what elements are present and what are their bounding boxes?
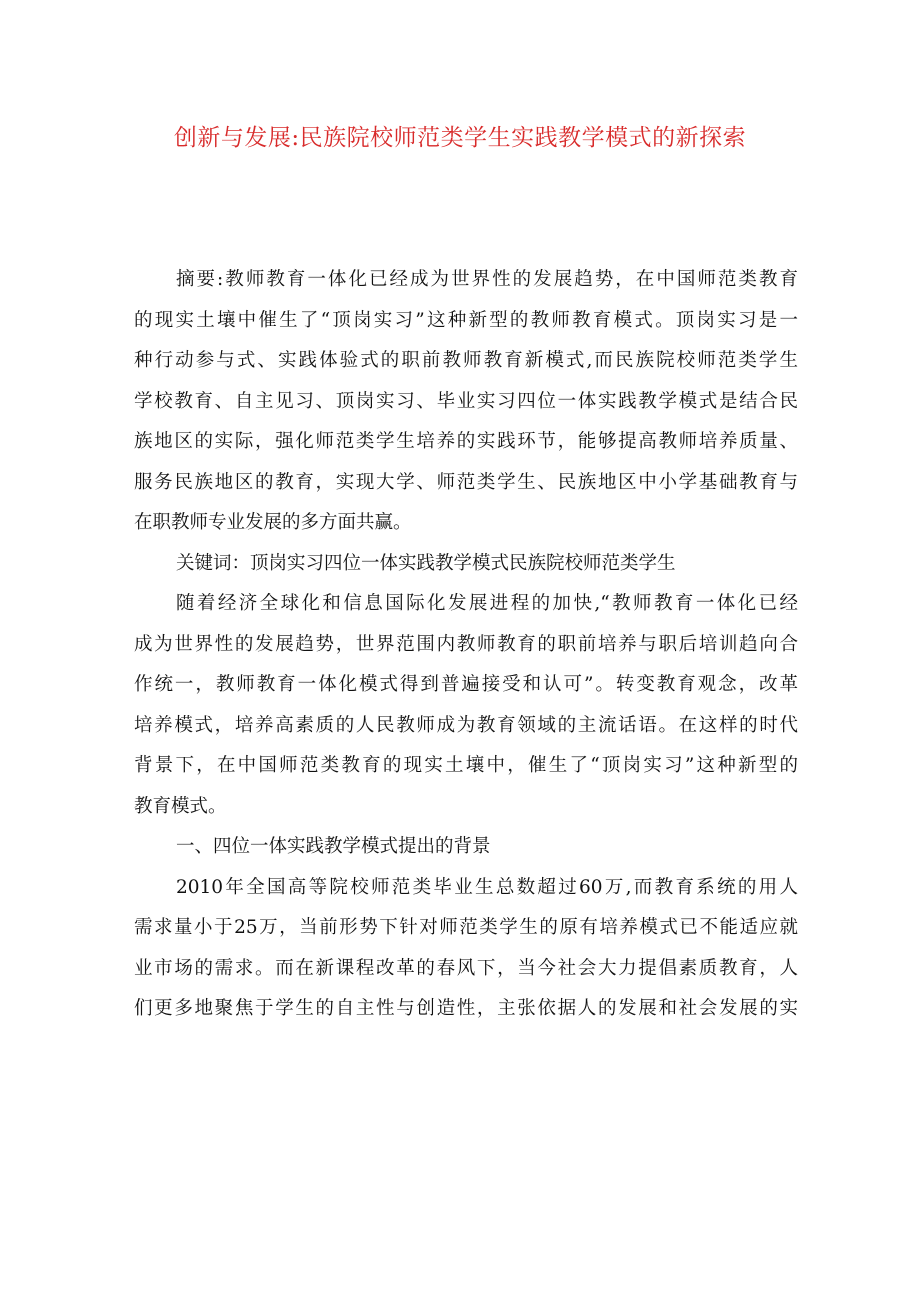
keywords-line: 关键词：顶岗实习四位一体实践教学模式民族院校师范类学生 xyxy=(176,552,676,574)
abstract-line: 的现实土壤中催生了“顶岗实习”这种新型的教师教育模式。顶岗实习是一 xyxy=(134,309,798,331)
abstract-line: 学校教育、自主见习、顶岗实习、毕业实习四位一体实践教学模式是结合民 xyxy=(134,390,798,412)
section-line: 2010年全国高等院校师范类毕业生总数超过60万,而教育系统的用人 xyxy=(176,876,798,898)
intro-line: 随着经济全球化和信息国际化发展进程的加快,“教师教育一体化已经 xyxy=(176,593,798,614)
document-title: 创新与发展:民族院校师范类学生实践教学模式的新探索 xyxy=(173,125,747,151)
intro-line: 背景下，在中国师范类教育的现实土壤中，催生了“顶岗实习”这种新型的 xyxy=(134,755,798,776)
intro-line: 教育模式。 xyxy=(134,795,227,817)
abstract-line: 在职教师专业发展的多方面共赢。 xyxy=(134,512,412,533)
document-body xyxy=(134,260,798,1030)
intro-line: 作统一，教师教育一体化模式得到普遍接受和认可”。转变教育观念，改革 xyxy=(134,674,798,695)
abstract-line: 摘要:教师教育一体化已经成为世界性的发展趋势，在中国师范类教育 xyxy=(176,269,798,290)
section-heading: 一、四位一体实践教学模式提出的背景 xyxy=(176,836,491,857)
abstract-line: 服务民族地区的教育，实现大学、师范类学生、民族地区中小学基础教育与 xyxy=(134,471,798,493)
abstract-line: 族地区的实际，强化师范类学生培养的实践环节，能够提高教师培养质量、 xyxy=(134,431,798,452)
section-line: 们更多地聚焦于学生的自主性与创造性，主张依据人的发展和社会发展的实 xyxy=(134,998,798,1019)
intro-line: 成为世界性的发展趋势，世界范围内教师教育的职前培养与职后培训趋向合 xyxy=(134,633,798,655)
abstract-line: 种行动参与式、实践体验式的职前教师教育新模式,而民族院校师范类学生 xyxy=(134,350,798,371)
intro-line: 培养模式，培养高素质的人民教师成为教育领域的主流话语。在这样的时代 xyxy=(134,714,798,736)
section-line: 业市场的需求。而在新课程改革的春风下，当今社会大力提倡素质教育，人 xyxy=(134,957,798,979)
section-line: 需求量小于25万，当前形势下针对师范类学生的原有培养模式已不能适应就 xyxy=(134,917,798,938)
